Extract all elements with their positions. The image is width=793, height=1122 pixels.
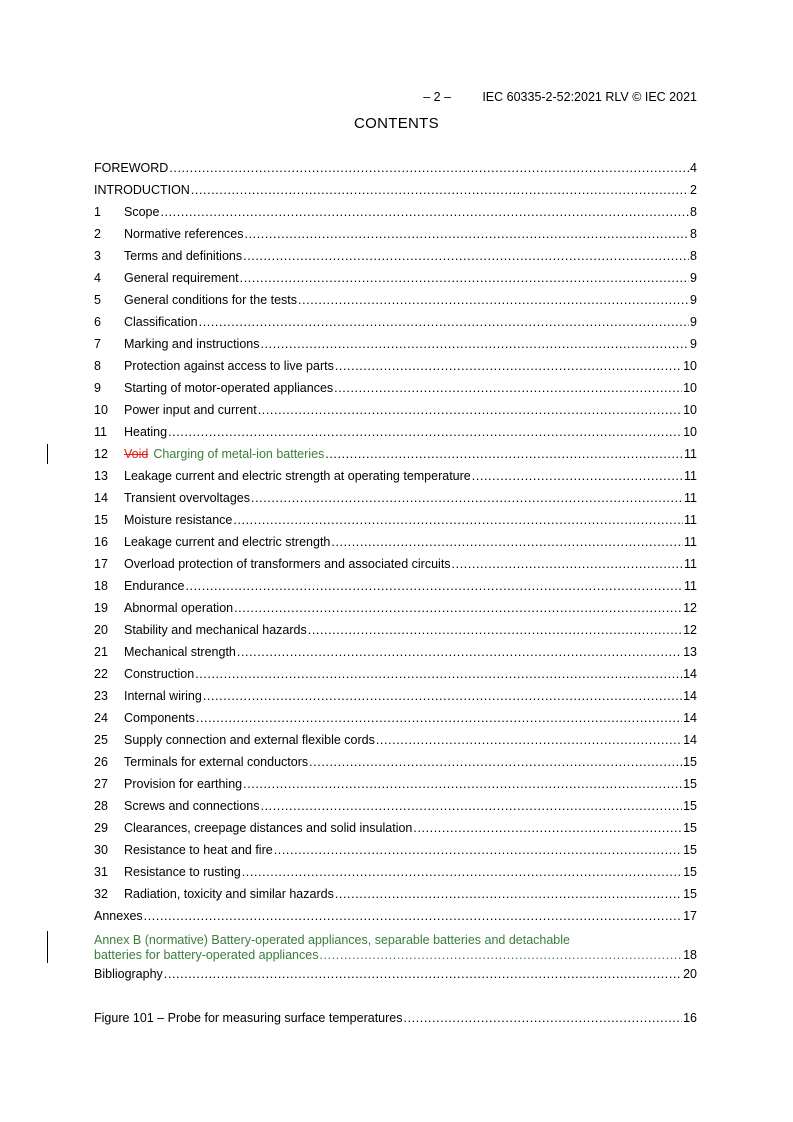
toc-entry-page: 11 [684,513,697,527]
toc-entry-label: Scope [124,205,160,219]
toc-entry-label: Terms and definitions [124,249,243,263]
toc-entry-page: 12 [683,623,697,637]
toc-entry[interactable] [94,223,697,245]
toc-entry-label: General requirement [124,271,239,285]
toc-entry-number: 24 [94,711,108,725]
toc-entry-page: 10 [683,403,697,417]
dot-leader [196,707,682,729]
toc-entry-number: 1 [94,205,101,219]
dot-leader [331,531,683,553]
toc-entry-page: 15 [683,843,697,857]
toc-entry-number: 12 [94,447,108,461]
toc-entry[interactable] [94,179,697,201]
toc-entry-label: Abnormal operation [124,601,234,615]
dot-leader [245,223,690,245]
contents-title: CONTENTS [354,115,439,132]
toc-entry-label: Marking and instructions [124,337,260,351]
toc-entry-page: 20 [683,967,697,981]
dot-leader [234,597,682,619]
toc-entry-page: 14 [683,667,697,681]
toc-entry-page: 10 [683,381,697,395]
annex-b-title-line2-text: batteries for battery-operated appliances [94,948,319,962]
dot-leader [199,311,689,333]
toc-entry[interactable] [94,773,697,795]
toc-entry-page: 9 [690,271,697,285]
toc-entry[interactable] [94,817,697,839]
dot-leader [243,245,689,267]
toc-entry-label: Terminals for external conductors [124,755,309,769]
toc-entry-label: Leakage current and electric strength [124,535,331,549]
toc-entry[interactable] [94,619,697,641]
toc-entry-page: 15 [683,887,697,901]
toc-entry-label: FOREWORD [94,161,169,175]
toc-entry-label: Endurance [124,579,185,593]
toc-entry-page: 15 [683,865,697,879]
toc-entry[interactable] [94,597,697,619]
deleted-text: Void [124,447,149,461]
toc-entry-page: 14 [683,711,697,725]
toc-entry[interactable] [94,685,697,707]
toc-entry-number: 23 [94,689,108,703]
toc-entry-label: INTRODUCTION [94,183,190,197]
toc-entry[interactable] [94,201,697,223]
toc-entry-number: 10 [94,403,108,417]
toc-entry-page: 10 [683,425,697,439]
toc-entry-number: 5 [94,293,101,307]
table-of-contents [94,157,697,1029]
toc-entry-page: 8 [690,249,697,263]
page-header [0,76,697,104]
toc-entry-number: 18 [94,579,108,593]
toc-entry[interactable] [94,487,697,509]
toc-entry-label: Resistance to heat and fire [124,843,273,857]
toc-entry-label: Transient overvoltages [124,491,250,505]
toc-entry-number: 30 [94,843,108,857]
toc-entry-number: 7 [94,337,101,351]
toc-entry-label: Components [124,711,195,725]
dot-leader [160,201,689,223]
toc-entry-page: 11 [684,557,697,571]
toc-entry-number: 25 [94,733,108,747]
toc-entry-label: General conditions for the tests [124,293,298,307]
toc-entry-number: 13 [94,469,108,483]
toc-entry-page: 17 [683,909,697,923]
toc-entry[interactable] [94,443,697,465]
toc-entry-label: Radiation, toxicity and similar hazards [124,887,334,901]
annex-b-title-line1: Annex B (normative) Battery-operated appliances, separable batteries and detachable [94,933,570,947]
toc-entry-page: 2 [690,183,697,197]
list-of-figures-entry[interactable] [94,1007,697,1029]
toc-entry-page: 13 [683,645,697,659]
toc-entry[interactable] [94,729,697,751]
revision-change-bar [47,931,48,963]
toc-entry-label: Bibliography [94,967,163,981]
toc-entry[interactable] [94,355,697,377]
toc-entry[interactable] [94,421,697,443]
figure-page: 16 [683,1011,697,1025]
toc-entry[interactable] [94,861,697,883]
toc-entry[interactable] [94,663,697,685]
dot-leader [169,157,689,179]
document-id: IEC 60335-2-52:2021 RLV © IEC 2021 [482,90,697,104]
toc-entry-number: 11 [94,425,107,439]
toc-entry-label: Starting of motor-operated appliances [124,381,334,395]
dot-leader [334,377,682,399]
toc-entry[interactable] [94,509,697,531]
toc-entry[interactable] [94,751,697,773]
toc-entry[interactable] [94,333,697,355]
toc-entry-label: Heating [124,425,168,439]
toc-entry[interactable] [94,795,697,817]
toc-entry-number: 16 [94,535,108,549]
toc-entry-page: 14 [683,689,697,703]
dot-leader [243,773,682,795]
toc-entry[interactable] [94,289,697,311]
toc-entry-number: 21 [94,645,108,659]
toc-entry-page: 15 [683,799,697,813]
toc-entry[interactable] [94,641,697,663]
dot-leader [251,487,683,509]
toc-entry-label: Normative references [124,227,244,241]
toc-entry-page: 14 [683,733,697,747]
toc-entry-page: 11 [684,535,697,549]
toc-entry-number: 19 [94,601,108,615]
toc-entry[interactable] [94,157,697,179]
toc-entry-page: 12 [683,601,697,615]
toc-entry-number: 17 [94,557,108,571]
toc-entry-page: 11 [684,491,697,505]
inserted-text: Charging of metal-ion batteries [153,447,325,461]
toc-entry-number: 9 [94,381,101,395]
toc-entry-number: 32 [94,887,108,901]
toc-entry[interactable] [94,707,697,729]
toc-entry-label: Overload protection of transformers and associated circuits [124,557,451,571]
dot-leader [309,751,682,773]
toc-entry-page: 10 [683,359,697,373]
dot-leader [335,883,682,905]
dot-leader [261,795,683,817]
dot-leader [185,575,683,597]
toc-entry[interactable] [94,267,697,289]
toc-entry-label: Mechanical strength [124,645,236,659]
toc-entry[interactable] [94,575,697,597]
toc-entry[interactable] [94,531,697,553]
dot-leader [413,817,682,839]
toc-entry-page: 9 [690,315,697,329]
dot-leader [164,963,682,985]
toc-entry-label: Provision for earthing [124,777,243,791]
page-number: – 2 – [423,90,452,104]
toc-entry-label: Supply connection and external flexible cords [124,733,375,747]
dot-leader [298,289,689,311]
toc-entry-label [124,443,324,465]
toc-entry-annex-b[interactable] [94,927,697,963]
toc-entry-page: 11 [684,447,697,461]
dot-leader [319,948,682,963]
toc-entry-page: 4 [690,161,697,175]
spacer [94,985,697,1007]
toc-entry-page: 8 [690,227,697,241]
toc-entry-number: 28 [94,799,108,813]
toc-entry-page: 9 [690,293,697,307]
dot-leader [237,641,682,663]
toc-entry[interactable] [94,399,697,421]
toc-entry-page: 15 [683,821,697,835]
toc-entry-number: 14 [94,491,108,505]
dot-leader [203,685,682,707]
toc-entry-number: 15 [94,513,108,527]
toc-entry-number: 26 [94,755,108,769]
toc-entry[interactable] [94,377,697,399]
dot-leader [335,355,682,377]
toc-entry-number: 4 [94,271,101,285]
toc-entry-number: 2 [94,227,101,241]
toc-entry-label: Construction [124,667,195,681]
dot-leader [240,267,689,289]
toc-entry-number: 29 [94,821,108,835]
dot-leader [195,663,682,685]
toc-entry-number: 8 [94,359,101,373]
toc-entry-label: Protection against access to live parts [124,359,334,373]
toc-entry-page: 15 [683,777,697,791]
toc-entry-page: 15 [683,755,697,769]
dot-leader [274,839,682,861]
dot-leader [376,729,682,751]
toc-entry[interactable] [94,883,697,905]
toc-entry-label: Leakage current and electric strength at operating temperature [124,469,471,483]
toc-entry[interactable] [94,905,697,927]
toc-entry-label: Annexes [94,909,143,923]
dot-leader [308,619,682,641]
toc-entry-number: 20 [94,623,108,637]
toc-entry-label: Stability and mechanical hazards [124,623,307,637]
annex-b-title-line2 [94,948,697,963]
toc-entry[interactable] [94,553,697,575]
toc-entry-label: Classification [124,315,198,329]
toc-entry[interactable] [94,311,697,333]
toc-entry-number: 6 [94,315,101,329]
toc-entry-label: Internal wiring [124,689,202,703]
toc-entry-page: 11 [684,579,697,593]
annex-b-page: 18 [683,948,697,962]
dot-leader [404,1007,683,1029]
dot-leader [472,465,683,487]
toc-entry-page: 9 [690,337,697,351]
dot-leader [233,509,683,531]
toc-entry-number: 27 [94,777,108,791]
toc-entry-number: 22 [94,667,108,681]
toc-entry-label: Power input and current [124,403,257,417]
toc-entry[interactable] [94,465,697,487]
dot-leader [168,421,682,443]
dot-leader [325,443,683,465]
revision-change-bar [47,444,48,464]
dot-leader [242,861,682,883]
toc-entry-number: 3 [94,249,101,263]
dot-leader [258,399,682,421]
toc-entry[interactable] [94,839,697,861]
toc-entry-page: 8 [690,205,697,219]
toc-entry-page: 11 [684,469,697,483]
dot-leader [191,179,689,201]
dot-leader [452,553,683,575]
toc-entry-number: 31 [94,865,108,879]
figure-label: Figure 101 – Probe for measuring surface temperatures [94,1011,403,1025]
toc-entry-label: Clearances, creepage distances and solid insulation [124,821,413,835]
toc-entry-bibliography[interactable] [94,963,697,985]
dot-leader [144,905,682,927]
dot-leader [260,333,689,355]
toc-entry-label: Moisture resistance [124,513,233,527]
toc-entry-label: Resistance to rusting [124,865,241,879]
toc-entry-label: Screws and connections [124,799,260,813]
toc-entry[interactable] [94,245,697,267]
